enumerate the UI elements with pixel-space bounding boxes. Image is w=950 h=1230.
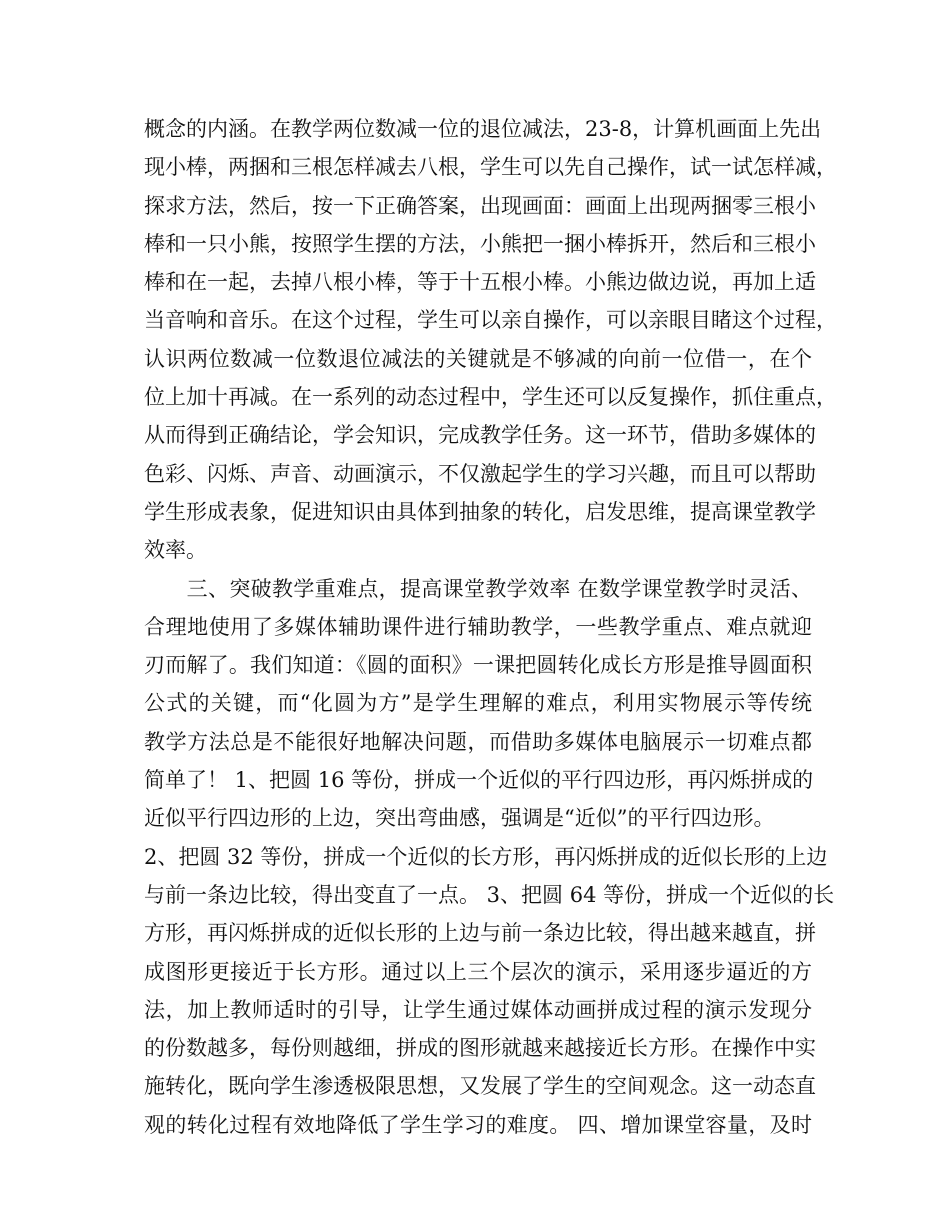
text-line: 位上加十再减。在一系列的动态过程中，学生还可以反复操作，抓住重点， (144, 385, 837, 410)
text-line: 认识两位数减一位数退位减法的关键就是不够减的向前一位借一，在个 (144, 346, 812, 371)
text-line: 棒和在一起，去掉八根小棒，等于十五根小棒。小熊边做边说，再加上适 (144, 270, 816, 295)
text-line: 的份数越多，每份则越细，拼成的图形就越来越接近长方形。在操作中实 (144, 1036, 816, 1061)
text-line: 简单了！ 1、把圆 16 等份，拼成一个近似的平行四边形，再闪烁拼成的 (144, 768, 814, 793)
text-line: 成图形更接近于长方形。通过以上三个层次的演示，采用逐步逼近的方 (144, 959, 812, 984)
text-line: 棒和一只小熊，按照学生摆的方法，小熊把一捆小棒拆开，然后和三根小 (144, 231, 816, 256)
text-line: 效率。 (144, 538, 207, 563)
text-line: 概念的内涵。在教学两位数减一位的退位减法，23-8，计算机画面上先出 (144, 117, 822, 141)
text-line: 三、突破教学重难点，提高课堂教学效率 在数学课堂教学时灵活、 (144, 576, 812, 601)
text-line: 法，加上教师适时的引导，让学生通过媒体动画拼成过程的演示发现分 (144, 997, 812, 1022)
text-line: 探求方法，然后，按一下正确答案，出现画面：画面上出现两捆零三根小 (144, 193, 816, 218)
text-line: 2、把圆 32 等份，拼成一个近似的长方形，再闪烁拼成的近似长形的上边 (144, 844, 828, 869)
text-line: 与前一条边比较，得出变直了一点。 3、把圆 64 等份，拼成一个近似的长 (144, 882, 835, 907)
body-text (144, 110, 837, 1144)
text-line: 从而得到正确结论，学会知识，完成教学任务。这一环节，借助多媒体的 (144, 423, 816, 448)
text-line: 施转化，既向学生渗透极限思想，又发展了学生的空间观念。这一动态直 (144, 1074, 816, 1099)
text-line: 学生形成表象，促进知识由具体到抽象的转化，启发思维，提高课堂教学 (144, 499, 816, 524)
text-line: 近似平行四边形的上边，突出弯曲感，强调是“近似”的平行四边形。 (144, 806, 775, 831)
text-line: 现小棒，两捆和三根怎样减去八根，学生可以先自己操作，试一试怎样减， (144, 155, 837, 180)
text-line: 刃而解了。我们知道：《圆的面积》一课把圆转化成长方形是推导圆面积 (144, 653, 812, 678)
text-line: 当音响和音乐。在这个过程，学生可以亲自操作，可以亲眼目睹这个过程， (144, 308, 837, 333)
text-line: 公式的关键，而“化圆为方”是学生理解的难点，利用实物展示等传统 (144, 691, 812, 716)
text-line: 合理地使用了多媒体辅助课件进行辅助教学，一些教学重点、难点就迎 (144, 614, 812, 639)
text-line: 教学方法总是不能很好地解决问题，而借助多媒体电脑展示一切难点都 (144, 729, 812, 754)
text-line: 方形，再闪烁拼成的近似长形的上边与前一条边比较，得出越来越直，拼 (144, 921, 816, 946)
text-line: 观的转化过程有效地降低了学生学习的难度。 四、增加课堂容量，及时 (144, 1112, 812, 1137)
text-line: 色彩、闪烁、声音、动画演示，不仅激起学生的学习兴趣，而且可以帮助 (144, 461, 816, 486)
